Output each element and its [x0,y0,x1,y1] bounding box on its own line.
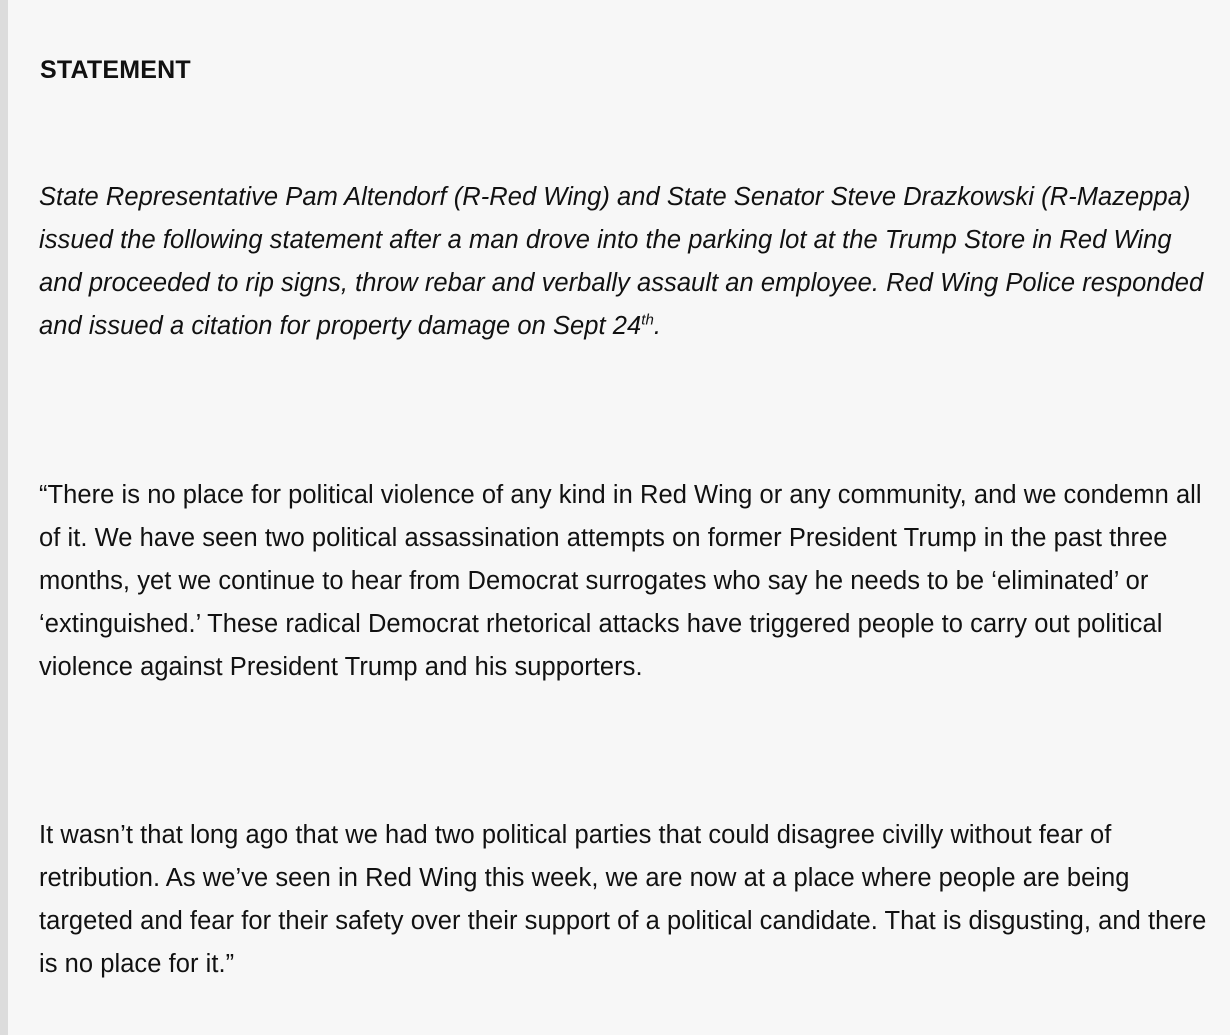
intro-text: State Representative Pam Altendorf (R-Red Wing) and State Senator Steve Drazkowski (R-Mazeppa) issued the following statement after a man drove into the parking lot at the Trump Store in Red Wing and proceeded to rip signs, throw rebar and verbally assault an employee. Red Wing Police responded and issued a citation for property damage on Sept 24 [39,183,1204,340]
intro-paragraph [39,176,1209,348]
quote-paragraph-1: “There is no place for political violence of any kind in Red Wing or any community, and we condemn all of it. We have seen two political assassination attempts on former President Trump in the past three months, yet we continue to hear from Democrat surrogates who say he needs to be ‘eliminated’ or ‘extinguished.’ These radical Democrat rhetorical attacks have triggered people to carry out political violence against President Trump and his supporters. [39,481,1202,681]
quote-paragraph-2: It wasn’t that long ago that we had two political parties that could disagree civilly without fear of retribution. As we’ve seen in Red Wing this week, we are now at a place where people are being targeted and fear for their safety over their support of a political candidate. That is disgusting, and there is no place for it.” [39,821,1207,978]
statement-document [8,0,1230,1035]
intro-end-punctuation: . [653,312,662,340]
page-left-edge [0,0,8,1035]
statement-heading: STATEMENT [40,56,191,84]
date-ordinal-suffix: th [641,311,654,329]
